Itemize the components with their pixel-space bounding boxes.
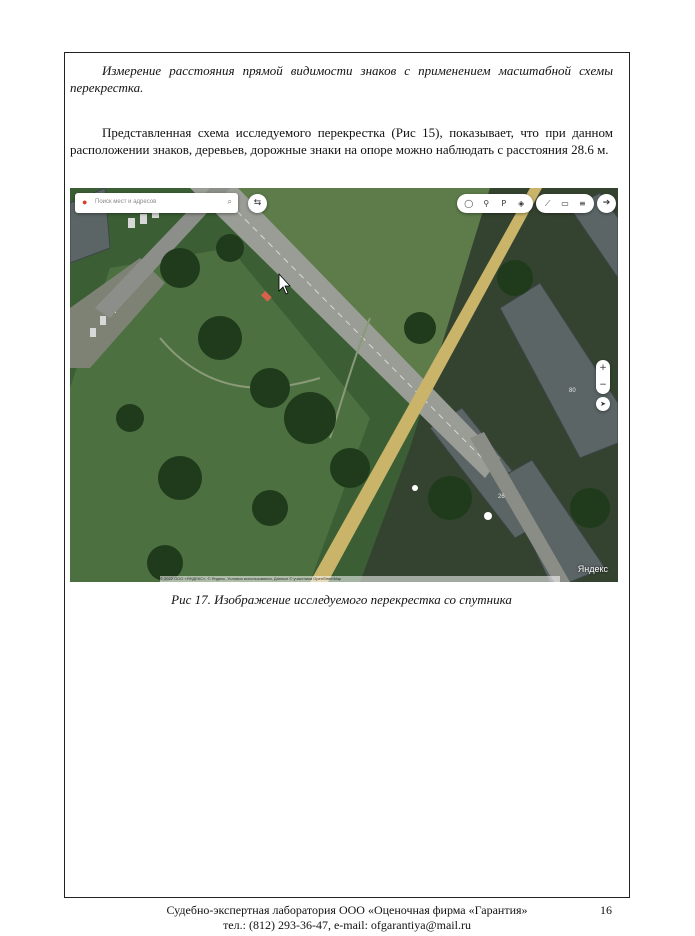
search-input[interactable]: Поиск мест и адресов	[95, 199, 157, 205]
yandex-logo[interactable]: Яндекс	[577, 564, 608, 574]
search-bar[interactable]	[75, 193, 238, 213]
transport-icon[interactable]: ⚲	[483, 199, 490, 208]
satellite-map[interactable]	[70, 188, 618, 582]
section-heading: Измерение расстояния прямой видимости знаков с применением масштабной схемы перекрестка.	[70, 63, 613, 95]
route-button[interactable]	[248, 194, 267, 213]
page-footer	[64, 903, 630, 933]
locate-button[interactable]	[596, 397, 610, 411]
building-number-80: 80	[569, 388, 576, 394]
locate-icon: ➤	[600, 400, 606, 408]
map-attribution[interactable]: © 2022 ООО «ЯНДЕКС», © Яндекс, Условия использования, Данные © участники OpenStreetMap	[160, 576, 560, 582]
map-pin-icon: ●	[82, 197, 88, 207]
map-tools-toolbar[interactable]	[536, 194, 594, 213]
ruler-icon[interactable]: ⟋	[544, 198, 551, 208]
login-button[interactable]	[597, 194, 616, 213]
search-icon[interactable]: ⌕	[227, 197, 232, 206]
route-icon: ⇆	[253, 198, 262, 208]
traffic-icon[interactable]: ◯	[464, 199, 474, 208]
body-paragraph: Представленная схема исследуемого перекрестка (Рис 15), показывает, что при данном расположении знаков, деревьев, дорожные знаки на опоре можно наблюдать с расстояния 28.6 м.	[70, 125, 613, 157]
page-number: 16	[600, 903, 612, 917]
login-icon: ➔	[602, 198, 611, 208]
zoom-out-button[interactable]: −	[599, 380, 607, 390]
footer-organization: Судебно-экспертная лаборатория ООО «Оценочная фирма «Гарантия»	[166, 903, 528, 917]
zoom-control[interactable]	[596, 360, 610, 394]
building-number-26: 26	[498, 494, 505, 500]
print-icon[interactable]: ▭	[561, 199, 569, 208]
parking-icon[interactable]: P	[501, 199, 507, 208]
satellite-imagery	[70, 188, 618, 582]
figure-caption: Рис 17. Изображение исследуемого перекрестка со спутника	[171, 592, 512, 607]
map-layers-toolbar[interactable]	[457, 194, 533, 213]
layers-icon[interactable]: ◈	[518, 199, 525, 208]
zoom-in-button[interactable]: +	[599, 363, 607, 373]
menu-icon[interactable]: ≡	[578, 199, 586, 208]
footer-contacts: тел.: (812) 293-36-47, e-mail: ofgarantiya@mail.ru	[223, 918, 471, 932]
